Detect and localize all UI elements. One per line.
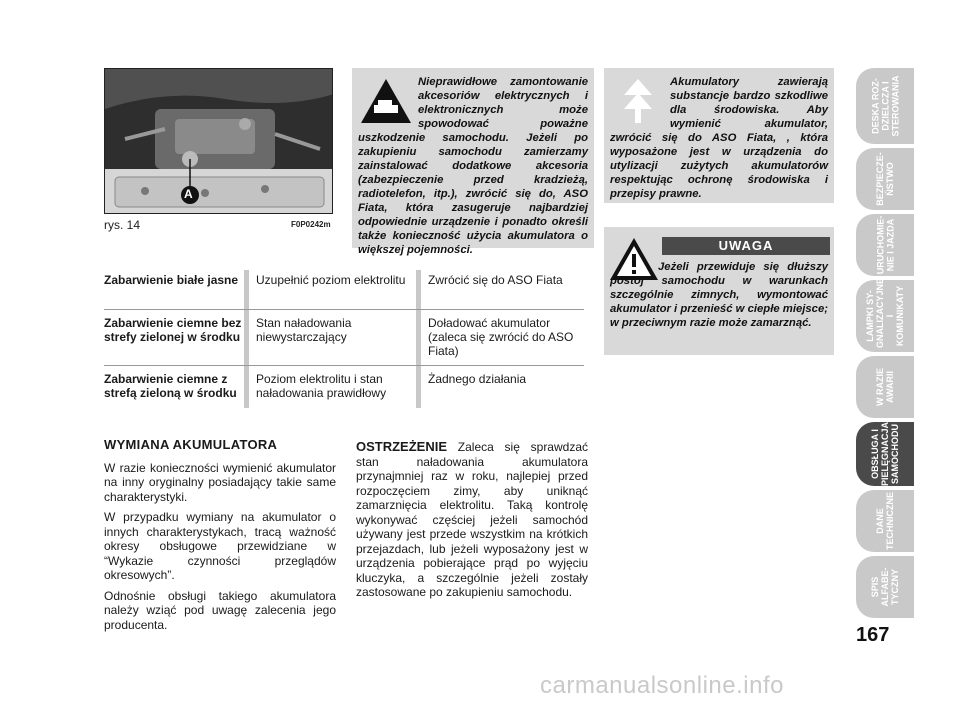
note-label: OSTRZEŻENIE [356, 439, 448, 454]
marker-label: A [184, 187, 193, 201]
warning3-text: Jeżeli przewiduje się dłuższy postój samochodu w warunkach szczególnie zimnych, wymontować akumulator i przenieść w ciepłe miejsce; w przeciwnym razie może zamarznąć. [610, 261, 828, 329]
table-cell: Żadnego działania [428, 372, 527, 386]
note-text: Zaleca się sprawdzać stan naładowania akumulatora przynajmniej raz w roku, najlepiej przed rozpoczęciem zimy, aby uniknąć zamarznięcia elektrolitu. Taką kontrolę wykonywać częściej jeżeli samochód używany jest przede wszystkim na krótkich przejazdach, lub jeżeli wyposażony jest w urządzenia pobierające prąd po wyjęciu kluczyka, a szczególnie jeżeli zostały zastosowane po zakupieniu samochodu. [356, 440, 588, 599]
indicator-table [104, 270, 584, 410]
watermark: carmanualsonline.info [540, 672, 784, 699]
page-number: 167 [856, 624, 890, 646]
tab-emergency[interactable]: W RAZIE AWARII [856, 356, 914, 418]
warning-box-accessories [352, 68, 594, 256]
table-cell: Poziom elektrolitu i stan naładowania prawidłowy [256, 372, 387, 400]
table-row [104, 270, 584, 310]
recycle-icon [610, 75, 666, 127]
environment-box [604, 68, 834, 203]
tab-index[interactable]: SPIS ALFABE- TYCZNY [856, 556, 914, 618]
replacement-section [104, 438, 336, 638]
section-heading: WYMIANA AKUMULATORA [104, 437, 278, 452]
paragraph: W razie konieczności wymienić akumulator na inny oryginalny posiadający takie same charakterystyki. [104, 460, 336, 504]
table-cell: Stan naładowania niewystarczający [256, 316, 352, 344]
engine-photo [104, 68, 333, 214]
tab-dashboard[interactable]: DESKA ROZ- DZIELCZA I STEROWANIA [856, 68, 914, 144]
warning-car-icon [358, 75, 414, 127]
table-row [104, 310, 584, 366]
tab-technical-data[interactable]: DANE TECHNICZNE [856, 490, 914, 552]
table-cell: Uzupełnić poziom elektrolitu [256, 273, 406, 287]
table-row [104, 366, 584, 410]
warning1-text: Nieprawidłowe zamontowanie akcesoriów elektrycznych i elektronicznych może spowodować poważne uszkodzenie samochodu. Jeżeli po zakupieniu samochodu zamierzamy zainstalować dodatkowe akcesoria (zabezpieczenie przed kradzieżą, radiotelefon, itp.), zwrócić się do, ASO Fiata, która zasugeruje najbardziej odpowiednie urządzenie i ponadto określi także konieczność użycia akumulatora o większej pojemności. [358, 76, 588, 256]
paragraph: W przypadku wymiany na akumulator o innych charakterystykach, tracą ważność okresy obsługowe przewidziane w “Wykazie czynności przeglądów okresowych”. [104, 510, 336, 582]
figure-caption: rys. 14 [104, 218, 141, 232]
figure-code: F0P0242m [291, 220, 331, 229]
tab-maintenance[interactable]: OBSŁUGA I PIELĘGNACJA SAMOCHODU [856, 422, 914, 486]
tab-warning-lights[interactable]: LAMPKI SY- GNALIZACYJNE I KOMUNIKATY [856, 280, 914, 352]
table-cell: Zabarwienie ciemne z strefą zieloną w środku [104, 372, 237, 400]
table-cell: Zwrócić się do ASO Fiata [428, 273, 563, 287]
tab-safety[interactable]: BEZPIECZE- ŃSTWO [856, 148, 914, 210]
tab-driving[interactable]: URUCHOMIE- NIE I JAZDA [856, 214, 914, 276]
note-section [356, 440, 588, 600]
table-cell: Zabarwienie białe jasne [104, 273, 239, 287]
table-cell: Zabarwienie ciemne bez strefy zielonej w środku [104, 316, 242, 344]
uwaga-box [604, 227, 834, 355]
warning2-text: Akumulatory zawierają substancje bardzo szkodliwe dla środowiska. Aby wymienić akumulator, zwrócić się do ASO Fiata, , która wyposażone jest w urządzenia do utylizacji zużytych akumulatorów respektując ochronę środowiska i przepisy prawne. [610, 76, 828, 200]
paragraph: Odnośnie obsługi takiego akumulatora należy wziąć pod uwagę zalecenia jego producenta. [104, 588, 336, 632]
engine-illustration [105, 69, 333, 214]
table-cell: Doładować akumulator (zaleca się zwrócić do ASO Fiata) [428, 316, 574, 358]
uwaga-label: UWAGA [662, 237, 830, 255]
